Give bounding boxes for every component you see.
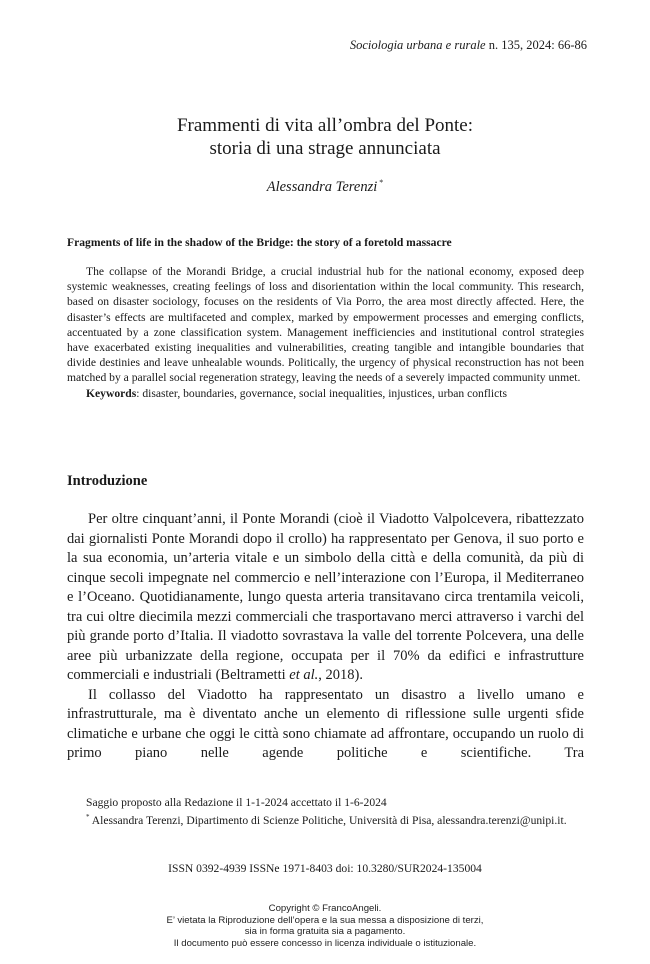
- body-paragraph-1-text: Per oltre cinquant’anni, il Ponte Morandi (cioè il Viadotto Valpolcevera, ribattezzato dai giornalisti Ponte Morandi dopo il crollo) ha rappresentato per Genova, il suo porto e la sua economia, un’arteria vitale e un simbolo della città e della comunità, da più di cinque secoli impegnate nel commercio e nell’interazione con l’Europa, il Mediterraneo e l’Oceano. Quotidianamente, lungo questa arteria transitavano circa trentamila veicoli, tra cui oltre diecimila mezzi commerciali che trasportavano merci attraverso i varchi del più grande porto d’Italia. Il viadotto sovrastava la valle del torrente Polcevera, una delle aree più urbanizzate della regione, occupata per il 70% da edifici e infrastrutture commerciali e industriali (Beltrametti: [67, 511, 584, 683]
- keywords: [67, 386, 584, 401]
- issn-doi-line: ISSN 0392-4939 ISSNe 1971-8403 doi: 10.3280/SUR2024-135004: [168, 862, 482, 875]
- copyright-line-4: Il documento può essere concesso in licenza individuale o istituzionale.: [173, 937, 477, 949]
- body-citation-etal: et al.: [289, 667, 319, 683]
- copyright-notice: [0, 903, 650, 949]
- footnote-affiliation: [67, 810, 584, 828]
- copyright-line-1: Copyright © FrancoAngeli.: [268, 903, 382, 914]
- author-footnote-mark: *: [379, 178, 384, 187]
- author-byline: [0, 178, 650, 196]
- journal-issue: n. 135, 2024: 66-86: [485, 38, 587, 52]
- footnotes: [67, 795, 584, 828]
- footnote-affiliation-mark: *: [86, 813, 90, 822]
- article-title-line-1: Frammenti di vita all’ombra del Ponte:: [176, 115, 474, 136]
- journal-name: Sociologia urbana e rurale: [349, 38, 486, 52]
- section-heading: Introduzione: [67, 473, 148, 489]
- journal-reference: [350, 38, 587, 53]
- copyright-line-3: sia in forma gratuita sia a pagamento.: [244, 926, 406, 938]
- author-name: Alessandra Terenzi: [266, 178, 378, 195]
- body-paragraph-1-end: , 2018).: [318, 667, 363, 683]
- english-title: Fragments of life in the shadow of the Bridge: the story of a foretold massacre: [67, 236, 452, 249]
- body-paragraph-2: Il collasso del Viadotto ha rappresentato un disastro a livello umano e infrastrutturale, ma è diventato anche un elemento di riflessione sulle urgenti sfide climatiche e urbane che oggi le città sono chiamate ad affrontare, occupando un ruolo di primo piano nelle agende politiche e scientifiche. Tra: [67, 686, 584, 761]
- abstract: [67, 264, 584, 401]
- article-title: [0, 114, 650, 160]
- body-paragraph-1: [67, 510, 584, 686]
- footnote-submission: Saggio proposto alla Redazione il 1-1-2024 accettato il 1-6-2024: [86, 796, 387, 809]
- abstract-text: The collapse of the Morandi Bridge, a crucial industrial hub for the national economy, exposed deep systemic weaknesses, creating feelings of loss and disorientation within the local community. This research, based on disaster sociology, focuses on the residents of Via Porro, the area most directly affected. Here, the disaster’s effects are multifaceted and complex, marked by empowerment processes and emerging conflicts, accentuated by a zone classification system. Management inefficiencies and institutional control strategies have exacerbated existing inequalities and vulnerabilities, creating tangible and intangible boundaries that divide destinies and leave unhealable wounds. Politically, the urgency of physical reconstruction has not been matched by a parallel social regeneration strategy, leaving the needs of a severely impacted community unmet.: [67, 265, 584, 385]
- copyright-line-2: E’ vietata la Riproduzione dell’opera e la sua messa a disposizione di terzi,: [166, 914, 484, 926]
- footnote-affiliation-text: Alessandra Terenzi, Dipartimento di Scienze Politiche, Università di Pisa, alessandra.terenzi@unipi.it.: [89, 814, 567, 828]
- keywords-list: : disaster, boundaries, governance, social inequalities, injustices, urban conflicts: [136, 386, 508, 400]
- body-text: [67, 510, 584, 764]
- keywords-label: Keywords: [86, 386, 137, 400]
- article-title-line-2: storia di una strage annunciata: [209, 138, 441, 159]
